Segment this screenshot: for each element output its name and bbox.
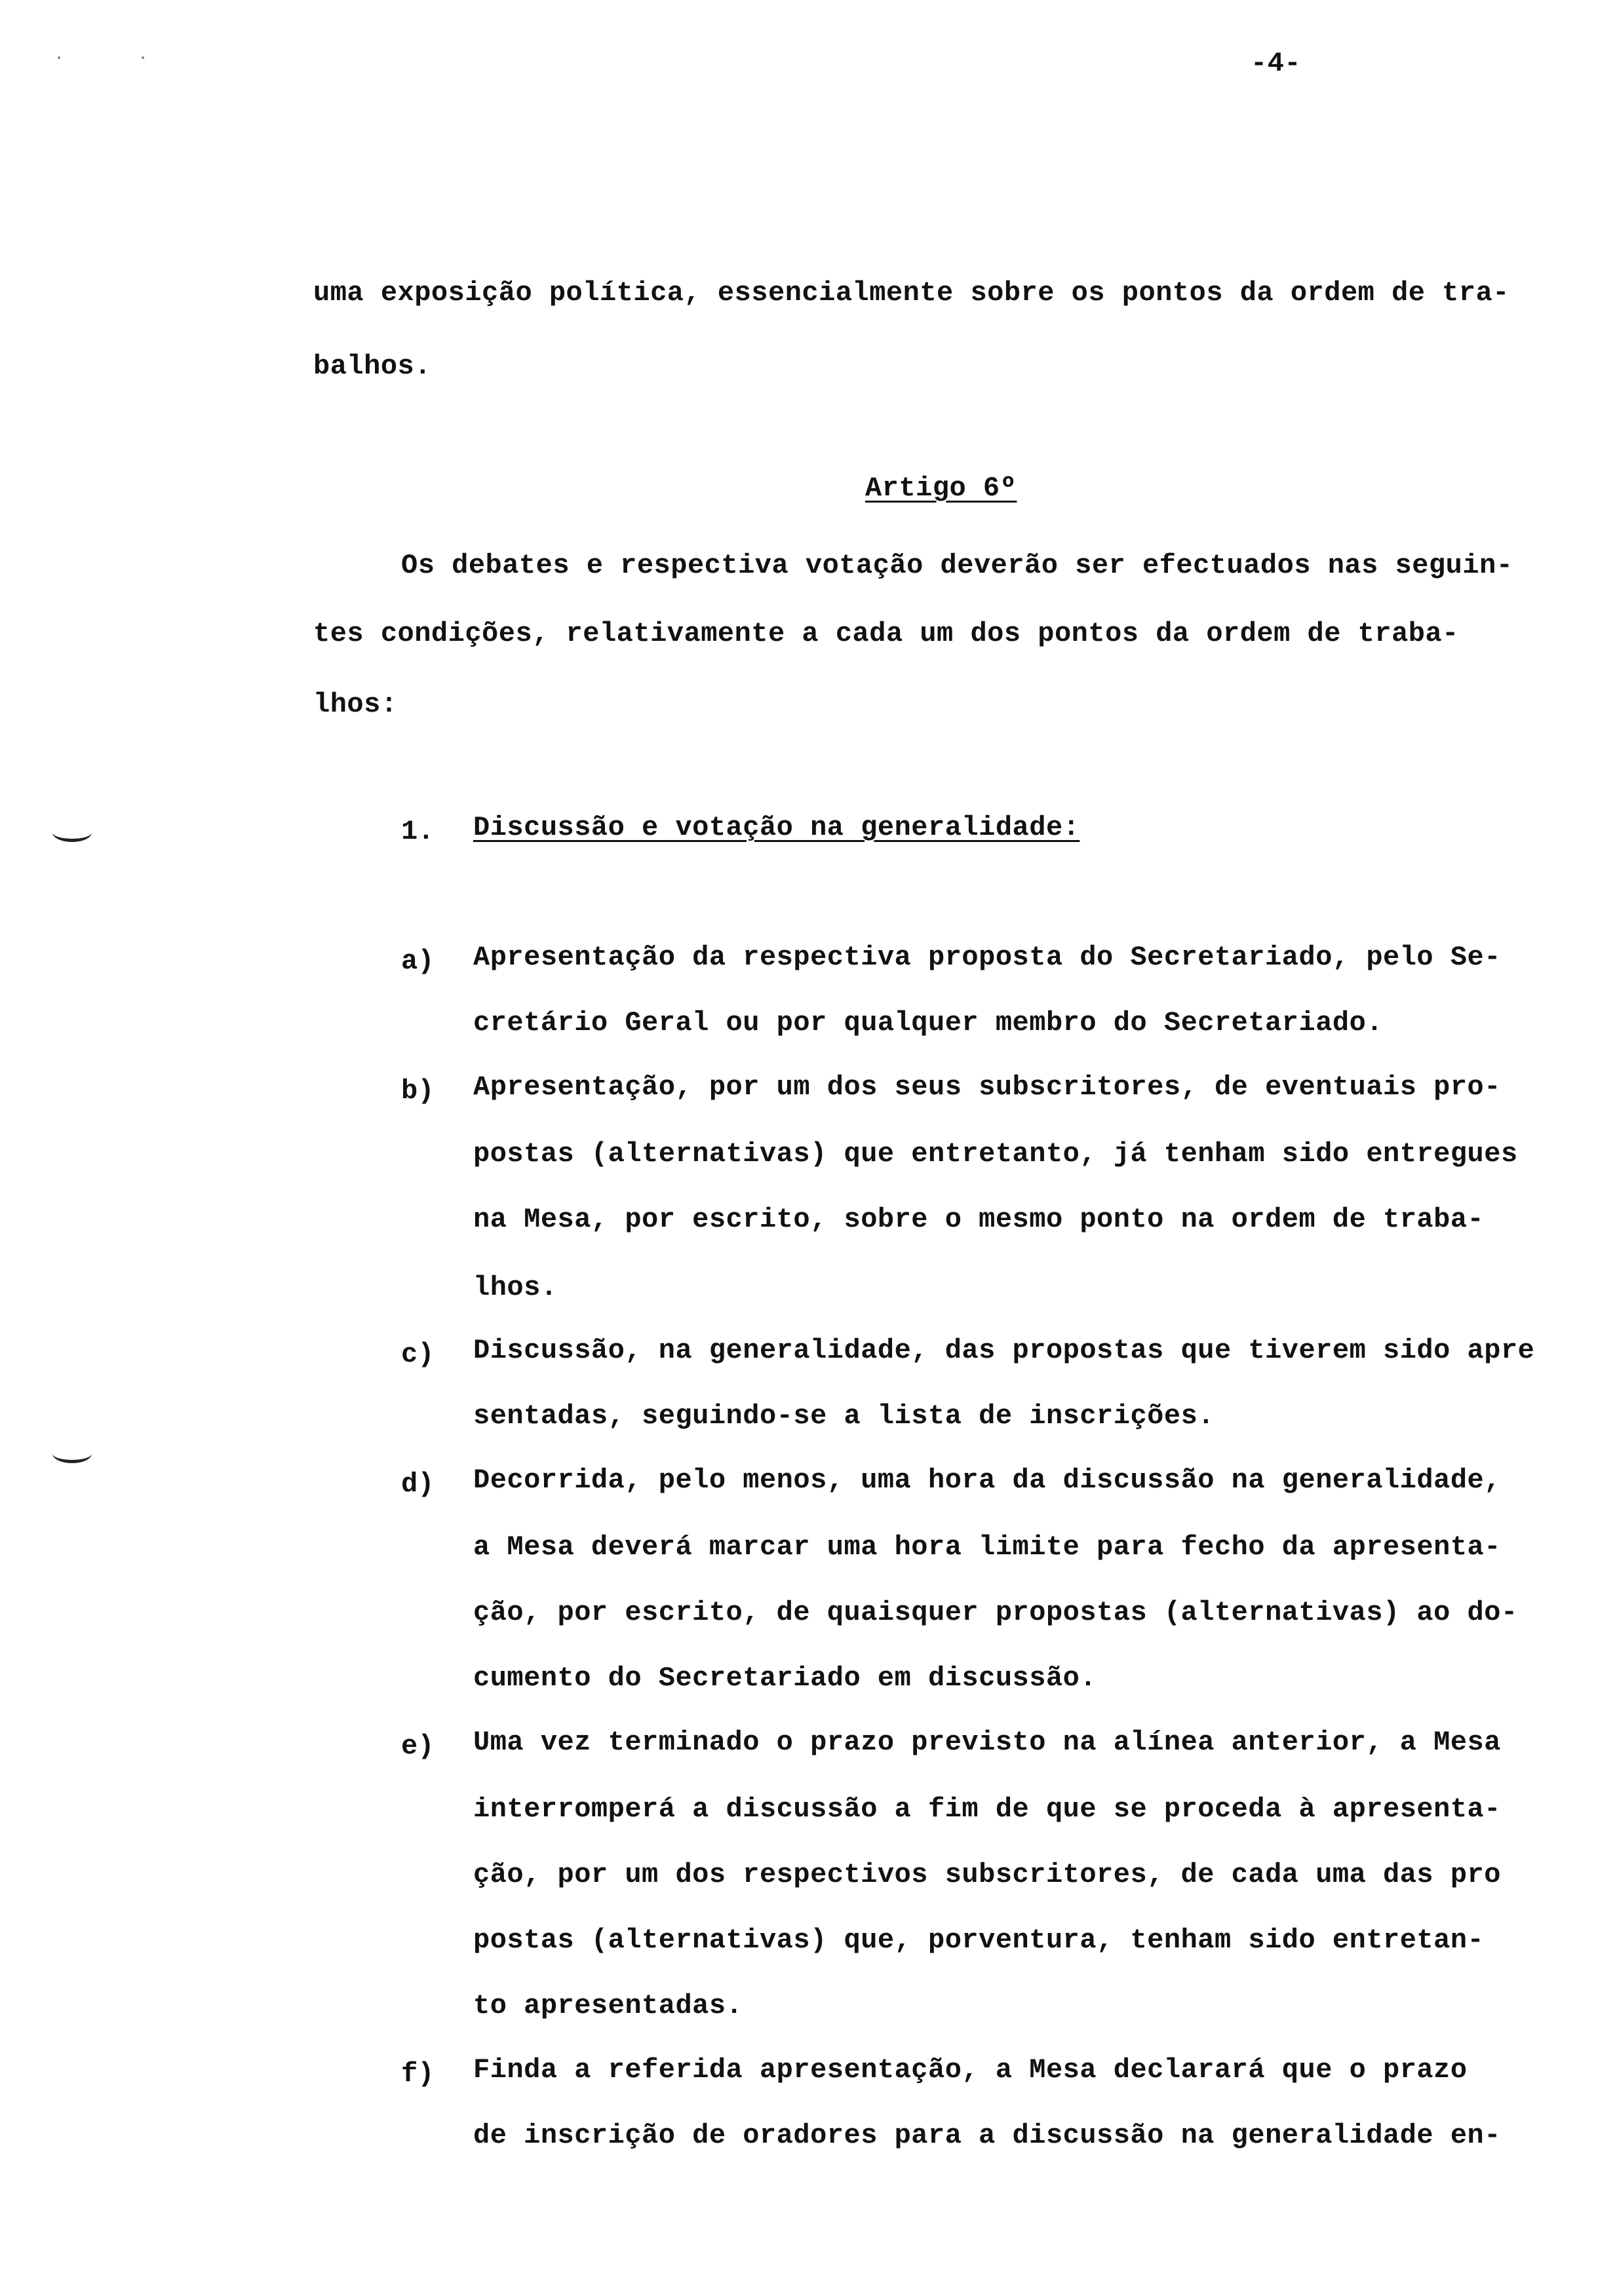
page-number: -4- [1251,48,1302,79]
item-d-letter: d) [401,1468,435,1500]
intro-line-2: balhos. [313,351,431,382]
intro-line-1: uma exposição política, essencialmente sobre os pontos da ordem de tra- [313,277,1509,309]
item-b-line-2: postas (alternativas) que entretanto, já tenham sido entregues [473,1138,1518,1170]
item-e-line-1: Uma vez terminado o prazo previsto na alínea anterior, a Mesa [473,1727,1501,1758]
item-e-line-5: to apresentadas. [473,1990,743,2021]
item-b-line-4: lhos. [473,1272,558,1303]
item-f-line-2: de inscrição de oradores para a discussão na generalidade en- [473,2120,1501,2151]
item-b-letter: b) [401,1075,435,1107]
item-e-line-4: postas (alternativas) que, porventura, tenham sido entretan- [473,1924,1485,1956]
article-intro-line-3: lhos: [313,689,398,720]
item-c-line-2: sentadas, seguindo-se a lista de inscrições. [473,1400,1215,1432]
item-f-letter: f) [401,2058,435,2090]
item-e-line-2: interromperá a discussão a fim de que se proceda à apresenta- [473,1793,1501,1825]
item-e-letter: e) [401,1731,435,1762]
item-a-letter: a) [401,946,435,977]
scan-speck [142,56,144,59]
item-f-line-1: Finda a referida apresentação, a Mesa declarará que o prazo [473,2054,1468,2086]
item-b-line-3: na Mesa, por escrito, sobre o mesmo ponto na ordem de traba- [473,1204,1485,1235]
item-e-line-3: ção, por um dos respectivos subscritores, de cada uma das pro [473,1859,1501,1890]
article-intro-line-2: tes condições, relativamente a cada um dos pontos da ordem de traba- [313,618,1459,649]
item-a-line-1: Apresentação da respectiva proposta do Secretariado, pelo Se- [473,942,1501,973]
margin-mark [52,1444,92,1463]
item-c-letter: c) [401,1339,435,1370]
item-a-line-2: cretário Geral ou por qualquer membro do Secretariado. [473,1007,1384,1039]
section-title: Discussão e votação na generalidade: [473,812,1080,843]
item-d-line-3: ção, por escrito, de quaisquer propostas (alternativas) ao do- [473,1597,1518,1628]
article-heading: Artigo 6º [865,472,1017,504]
margin-mark [52,823,92,842]
item-d-line-1: Decorrida, pelo menos, uma hora da discussão na generalidade, [473,1464,1501,1496]
scan-speck [58,56,60,59]
section-number: 1. [401,816,435,847]
item-d-line-4: cumento do Secretariado em discussão. [473,1662,1097,1694]
item-b-line-1: Apresentação, por um dos seus subscritores, de eventuais pro- [473,1071,1501,1103]
article-intro-line-1: Os debates e respectiva votação deverão ser efectuados nas seguin- [401,550,1513,581]
item-c-line-1: Discussão, na generalidade, das propostas que tiverem sido apre [473,1335,1535,1366]
item-d-line-2: a Mesa deverá marcar uma hora limite para fecho da apresenta- [473,1531,1501,1563]
